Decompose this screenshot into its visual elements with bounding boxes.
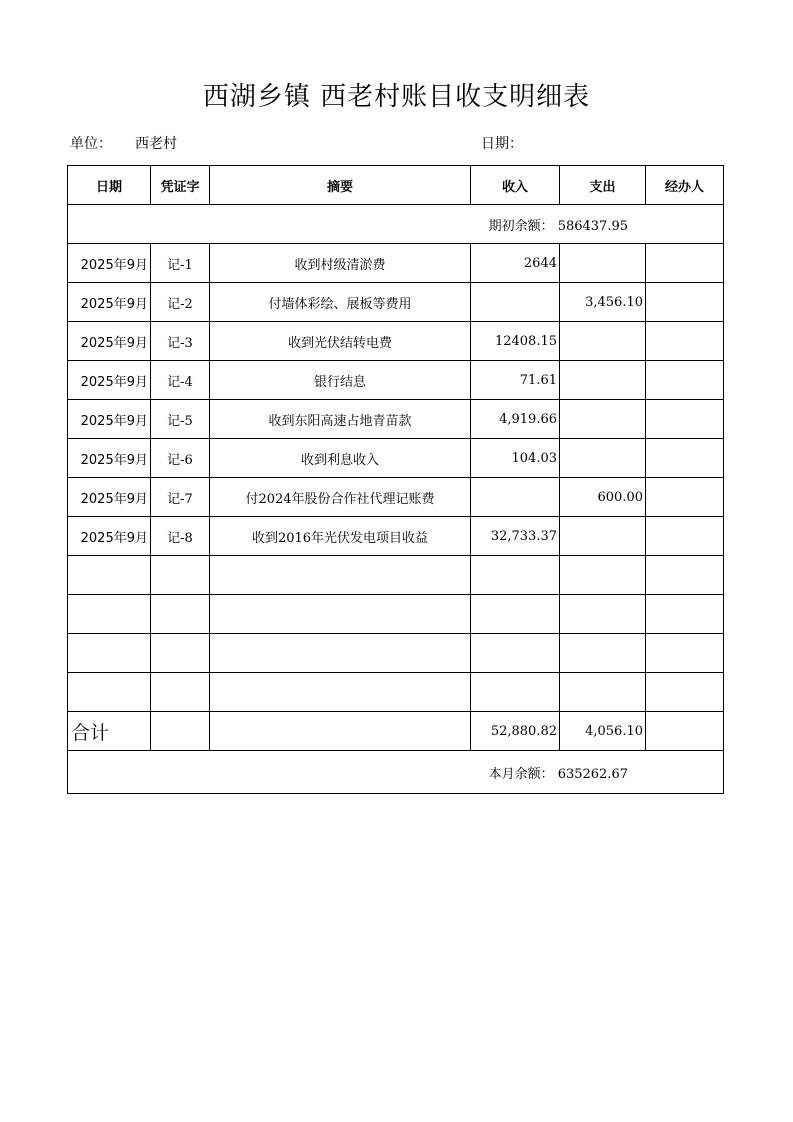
unit-value: 西老村 xyxy=(135,136,177,152)
header-income: 收入 xyxy=(471,166,560,205)
cell-handler xyxy=(646,478,724,517)
cell-voucher xyxy=(151,595,210,634)
page-title: 西湖乡镇 西老村账目收支明细表 xyxy=(202,82,591,112)
cell-income: 4,919.66 xyxy=(471,400,560,439)
header-voucher: 凭证字 xyxy=(151,166,210,205)
cell-handler xyxy=(646,400,724,439)
cell-income xyxy=(471,556,560,595)
cell-expense xyxy=(560,595,646,634)
table-row xyxy=(68,634,724,673)
total-handler-cell xyxy=(646,712,724,751)
cell-voucher xyxy=(151,556,210,595)
cell-voucher: 记-5 xyxy=(151,400,210,439)
cell-handler xyxy=(646,595,724,634)
cell-income xyxy=(471,595,560,634)
cell-date: 2025年9月 xyxy=(68,439,151,478)
cell-expense xyxy=(560,517,646,556)
table-row xyxy=(68,400,724,439)
cell-summary: 收到2016年光伏发电项目收益 xyxy=(210,517,471,556)
cell-summary: 收到村级清淤费 xyxy=(210,244,471,283)
header-date: 日期 xyxy=(68,166,151,205)
opening-balance: 期初余额： 586437.95 xyxy=(68,205,724,244)
cell-date: 2025年9月 xyxy=(68,517,151,556)
cell-income xyxy=(471,478,560,517)
cell-expense xyxy=(560,244,646,283)
total-income: 52,880.82 xyxy=(471,712,560,751)
cell-date: 2025年9月 xyxy=(68,400,151,439)
table-row xyxy=(68,361,724,400)
cell-expense xyxy=(560,556,646,595)
cell-income xyxy=(471,283,560,322)
closing-balance: 本月余额： 635262.67 xyxy=(68,751,724,794)
cell-voucher: 记-1 xyxy=(151,244,210,283)
cell-income: 71.61 xyxy=(471,361,560,400)
cell-expense xyxy=(560,322,646,361)
cell-expense: 3,456.10 xyxy=(560,283,646,322)
cell-handler xyxy=(646,439,724,478)
header-row xyxy=(68,166,724,205)
table-row xyxy=(68,283,724,322)
opening-balance-row xyxy=(68,205,724,244)
cell-date: 2025年9月 xyxy=(68,283,151,322)
cell-voucher: 记-7 xyxy=(151,478,210,517)
cell-summary: 收到利息收入 xyxy=(210,439,471,478)
table-row xyxy=(68,244,724,283)
ledger-table xyxy=(67,165,724,794)
cell-summary xyxy=(210,634,471,673)
cell-income xyxy=(471,634,560,673)
total-row xyxy=(68,712,724,751)
cell-expense xyxy=(560,439,646,478)
table-row xyxy=(68,322,724,361)
cell-date: 2025年9月 xyxy=(68,478,151,517)
cell-handler xyxy=(646,556,724,595)
header-expense: 支出 xyxy=(560,166,646,205)
table-row xyxy=(68,595,724,634)
cell-date xyxy=(68,634,151,673)
cell-expense xyxy=(560,361,646,400)
cell-income: 32,733.37 xyxy=(471,517,560,556)
cell-date xyxy=(68,673,151,712)
cell-handler xyxy=(646,517,724,556)
cell-handler xyxy=(646,244,724,283)
cell-summary: 收到东阳高速占地青苗款 xyxy=(210,400,471,439)
table-row xyxy=(68,556,724,595)
date-label: 日期： xyxy=(481,136,523,152)
cell-summary: 银行结息 xyxy=(210,361,471,400)
unit-label: 单位： xyxy=(70,136,112,152)
cell-date: 2025年9月 xyxy=(68,244,151,283)
cell-summary: 付墙体彩绘、展板等费用 xyxy=(210,283,471,322)
cell-voucher: 记-3 xyxy=(151,322,210,361)
table-row xyxy=(68,673,724,712)
cell-handler xyxy=(646,361,724,400)
cell-summary xyxy=(210,556,471,595)
cell-date xyxy=(68,595,151,634)
cell-expense xyxy=(560,673,646,712)
cell-income: 104.03 xyxy=(471,439,560,478)
cell-summary xyxy=(210,673,471,712)
cell-handler xyxy=(646,322,724,361)
table-row xyxy=(68,478,724,517)
total-expense: 4,056.10 xyxy=(560,712,646,751)
cell-voucher: 记-6 xyxy=(151,439,210,478)
cell-expense: 600.00 xyxy=(560,478,646,517)
cell-income xyxy=(471,673,560,712)
closing-balance-row xyxy=(68,751,724,794)
cell-income: 12408.15 xyxy=(471,322,560,361)
cell-handler xyxy=(646,283,724,322)
cell-summary xyxy=(210,595,471,634)
cell-date: 2025年9月 xyxy=(68,322,151,361)
cell-voucher xyxy=(151,673,210,712)
cell-voucher xyxy=(151,634,210,673)
total-voucher-cell xyxy=(151,712,210,751)
cell-summary: 付2024年股份合作社代理记账费 xyxy=(210,478,471,517)
total-label: 合计 xyxy=(68,712,151,751)
cell-handler xyxy=(646,673,724,712)
cell-voucher: 记-8 xyxy=(151,517,210,556)
cell-date xyxy=(68,556,151,595)
cell-expense xyxy=(560,634,646,673)
cell-summary: 收到光伏结转电费 xyxy=(210,322,471,361)
cell-voucher: 记-2 xyxy=(151,283,210,322)
cell-income: 2644 xyxy=(471,244,560,283)
cell-date: 2025年9月 xyxy=(68,361,151,400)
cell-expense xyxy=(560,400,646,439)
cell-handler xyxy=(646,634,724,673)
table-row xyxy=(68,439,724,478)
header-summary: 摘要 xyxy=(210,166,471,205)
cell-voucher: 记-4 xyxy=(151,361,210,400)
total-summary-cell xyxy=(210,712,471,751)
table-row xyxy=(68,517,724,556)
header-handler: 经办人 xyxy=(646,166,724,205)
